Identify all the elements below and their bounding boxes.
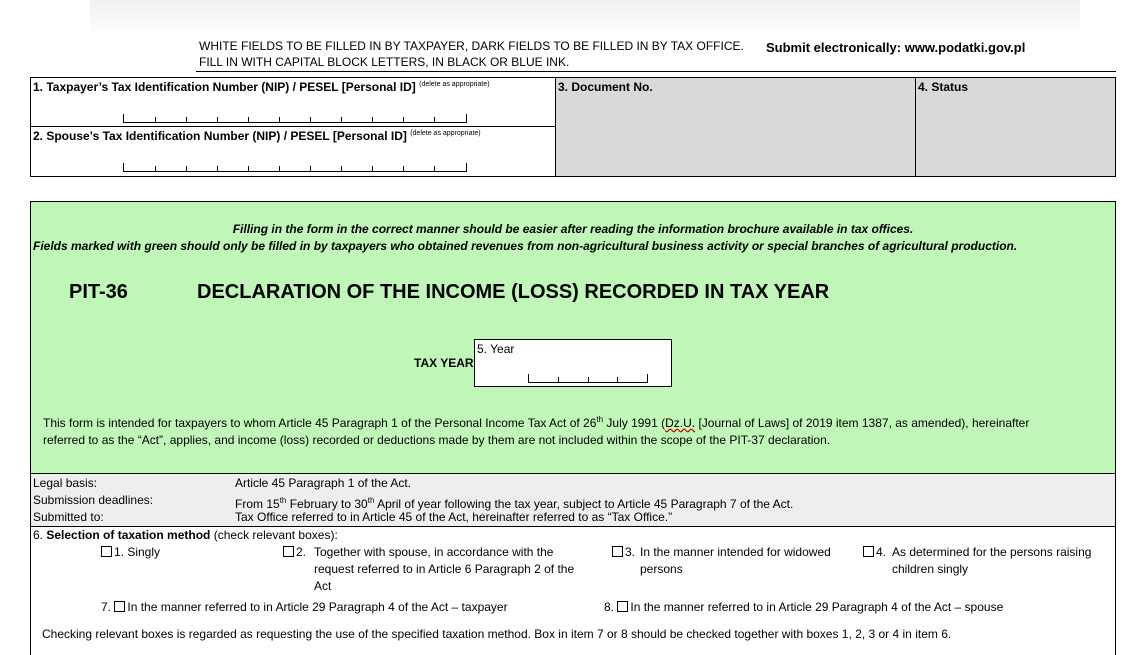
brochure-note: Filling in the form in the correct manner should be easier after reading the information brochure available in tax offices. [232, 222, 914, 236]
deadline-label: Submission deadlines: [33, 493, 154, 507]
checkbox-art29-spouse[interactable] [617, 601, 628, 612]
green-fields-note: Fields marked with green should only be filled in by taxpayers who obtained revenues from non-agricultural business activity or special branches of agricultural production. [33, 239, 1018, 253]
year-label: 5. Year [477, 342, 515, 356]
form-code: PIT-36 [69, 281, 128, 303]
year-input[interactable] [528, 374, 648, 383]
instruction-line-2: FILL IN WITH CAPITAL BLOCK LETTERS, IN BLACK OR BLUE INK. [199, 55, 570, 69]
deadline-value: From 15th February to 30th April of year following the tax year, subject to Article 45 Paragraph 7 of the Act. [235, 496, 794, 511]
checkbox-singly[interactable] [101, 546, 112, 557]
submit-note: Submit electronically: www.podatki.gov.pl [766, 40, 1026, 55]
document-no-label: 3. Document No. [558, 80, 653, 94]
option-singly[interactable]: 1. Singly [101, 544, 160, 561]
option-art29-spouse[interactable]: 8. In the manner referred to in Article 29 Paragraph 4 of the Act – spouse [604, 600, 1004, 614]
intro-paragraph: This form is intended for taxpayers to whom Article 45 Paragraph 1 of the Personal Income Tax Act of 26th July 1991 (Dz.U. [Journal of Laws] of 2019 item 1387, as amended), hereinafter referred to as the “Act”, applies, and income (loss) recorded or deductions made by them are not included within the scope of the PIT-37 declaration. [43, 415, 1030, 447]
legal-basis-label: Legal basis: [33, 476, 98, 490]
year-field[interactable] [474, 339, 672, 387]
status-label: 4. Status [918, 80, 969, 94]
option-widowed[interactable]: 3. In the manner intended for widowed persons [612, 544, 635, 561]
checkbox-widowed[interactable] [612, 546, 623, 557]
taxpayer-nip-input[interactable] [123, 114, 467, 123]
checkbox-art29-taxpayer[interactable] [114, 601, 125, 612]
form-title: DECLARATION OF THE INCOME (LOSS) RECORDED IN TAX YEAR [197, 281, 830, 303]
section6-footer-note: Checking relevant boxes is regarded as requesting the use of the specified taxation method. Box in item 7 or 8 should be checked together with boxes 1, 2, 3 or 4 in item 6. [42, 627, 952, 641]
option-art29-taxpayer[interactable]: 7. In the manner referred to in Article 29 Paragraph 4 of the Act – taxpayer [101, 600, 508, 614]
submitted-to-value: Tax Office referred to in Article 45 of the Act, hereinafter referred to as “Tax Office.” [235, 510, 673, 524]
legal-basis-value: Article 45 Paragraph 1 of the Act. [235, 476, 412, 490]
checkbox-single-parent[interactable] [863, 546, 874, 557]
taxpayer-nip-label: 1. Taxpayer’s Tax Identification Number (NIP) / PESEL [Personal ID] $^{(delete as appropriate)}$ [33, 80, 490, 94]
checkbox-together-with-spouse[interactable] [283, 546, 294, 557]
option-single-parent[interactable]: 4. As determined for the persons raising children singly [863, 544, 886, 561]
section6-heading: 6. Selection of taxation method (check relevant boxes): [33, 528, 338, 542]
spouse-nip-input[interactable] [123, 163, 467, 172]
spouse-nip-label: 2. Spouse’s Tax Identification Number (NIP) / PESEL [Personal ID] $^{(delete as appropriate)}$ [33, 129, 481, 143]
instruction-line-1: WHITE FIELDS TO BE FILLED IN BY TAXPAYER, DARK FIELDS TO BE FILLED IN BY TAX OFFICE. [199, 39, 744, 53]
option-together-with-spouse[interactable]: 2. Together with spouse, in accordance with the request referred to in Article 6 Paragraph 2 of the Act [283, 544, 306, 561]
divider-v1 [555, 77, 556, 177]
submitted-to-label: Submitted to: [33, 510, 104, 524]
top-strip [90, 0, 1080, 36]
divider-h1 [30, 126, 556, 127]
header-divider [196, 71, 1116, 72]
divider-v2 [915, 77, 916, 177]
tax-year-label: TAX YEAR [414, 356, 474, 370]
